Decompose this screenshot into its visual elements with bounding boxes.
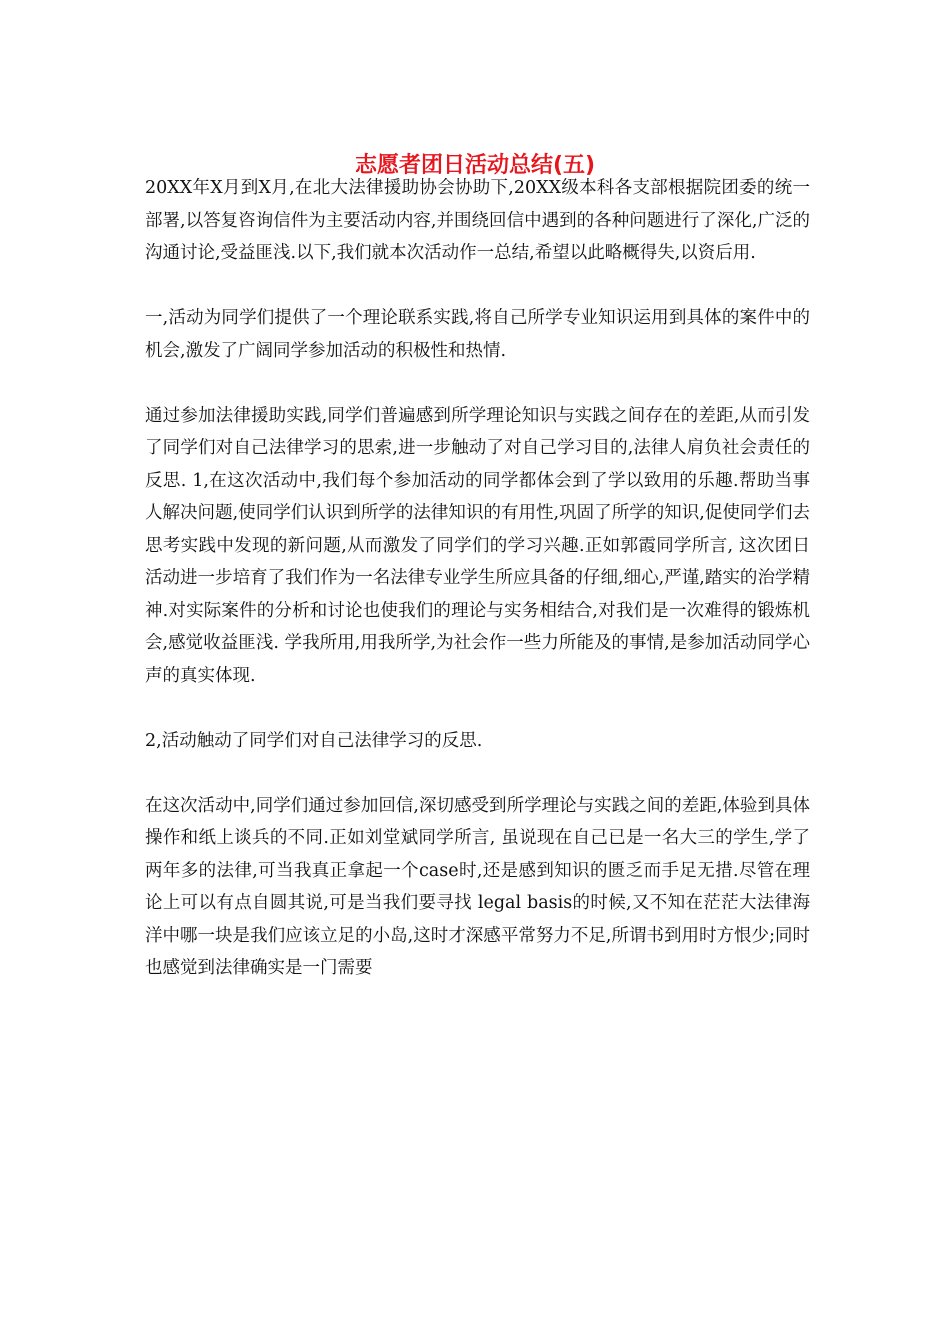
paragraph-spacer: [145, 757, 810, 790]
paragraph-spacer: [145, 692, 810, 725]
paragraph-spacer: [145, 367, 810, 400]
paragraph-point-two: 2,活动触动了同学们对自己法律学习的反思.: [145, 730, 483, 751]
paragraph-activity-experience: 在这次活动中,同学们通过参加回信,深切感受到所学理论与实践之间的差距,体验到具体操作和纸上谈兵的不同.正如刘堂斌同学所言, 虽说现在自己已是一名大三的学生,学了两年多的法律,可当我真正拿起一个case时,还是感到知识的匮乏而手足无措.尽管在理论上可以有点自圆其说,可是当我们要寻找 legal basis的时候,又不知在茫茫大法律海洋中哪一块是我们应该立足的小岛,这时才深感平常努力不足,所谓书到用时方恨少;同时也感觉到法律确实是一门需要: [145, 795, 810, 978]
document-title: 志愿者团日活动总结(五): [354, 153, 596, 178]
paragraph-spacer: [145, 270, 810, 303]
paragraph-intro: 20XX年X月到X月,在北大法律援助协会协助下,20XX级本科各支部根据院团委的统一部署,以答复咨询信件为主要活动内容,并围绕回信中遇到的各种问题进行了深化,广泛的沟通讨论,受益匪浅.以下,我们就本次活动作一总结,希望以此略概得失,以资后用.: [145, 178, 810, 263]
paragraph-point-one: 一,活动为同学们提供了一个理论联系实践,将自己所学专业知识运用到具体的案件中的机会,激发了广阔同学参加活动的积极性和热情.: [145, 308, 810, 361]
paragraph-practice-reflection: 通过参加法律援助实践,同学们普遍感到所学理论知识与实践之间存在的差距,从而引发了同学们对自己法律学习的思索,进一步触动了对自己学习目的,法律人肩负社会责任的反思. 1,在这次活动中,我们每个参加活动的同学都体会到了学以致用的乐趣.帮助当事人解决问题,使同学们认识到所学的法律知识的有用性,巩固了所学的知识,促使同学们去思考实践中发现的新问题,从而激发了同学们的学习兴趣.正如郭霞同学所言, 这次团日活动进一步培育了我们作为一名法律专业学生所应具备的仔细,细心,严谨,踏实的治学精神.对实际案件的分析和讨论也使我们的理论与实务相结合,对我们是一次难得的锻炼机会,感觉收益匪浅. 学我所用,用我所学,为社会作一些力所能及的事情,是参加活动同学心声的真实体现.: [145, 405, 810, 686]
document-body: [145, 172, 810, 985]
